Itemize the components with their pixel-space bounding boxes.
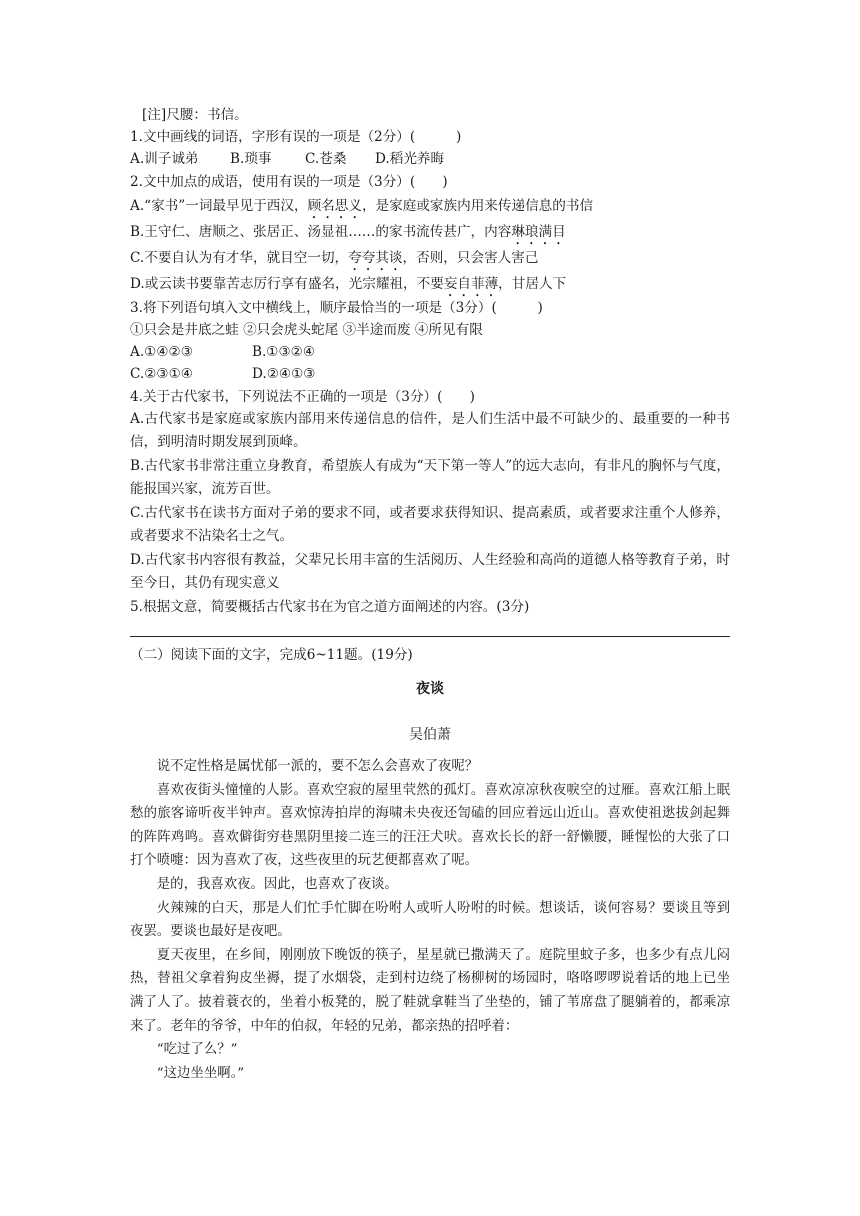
question-2-stem: 2.文中加点的成语，使用有误的一项是（3分）( ) [130, 173, 448, 190]
question-3-items: ①只会是井底之蛙 ②只会虎头蛇尾 ③半途而废 ④所见有限 [130, 321, 483, 338]
question-4-option-b: B.古代家书非常注重立身教育，希望族人有成为“天下第一等人”的远大志向，有非凡的胸怀与气度，能报国兴家，流芳百世。 [130, 457, 730, 498]
question-2-option-b: B.王守仁、唐顺之、张居正、汤显祖……的家书流传甚广，内容琳琅满目 [130, 223, 566, 240]
question-1-stem: 1.文中画线的词语，字形有误的一项是（2分）( ) [130, 129, 462, 146]
article-body [130, 755, 730, 1085]
question-2-option-a: A.“家书”一词最早见于西汉，顾名思义，是家庭或家族内用来传递信息的书信 [130, 197, 594, 214]
question-2-option-c: C.不要自认为有才华，就目空一切，夸夸其谈，否则，只会害人害己 [130, 249, 539, 266]
questions-section [130, 104, 730, 618]
article-title: 夜谈 [416, 681, 444, 697]
question-4-option-a: A.古代家书是家庭或家族内部用来传递信息的信件，是人们生活中最不可缺少的、最重要的一种书信，到明清时期发展到顶峰。 [130, 410, 730, 451]
paragraph: “这边坐坐啊。” [156, 1065, 245, 1081]
option-a: A.①④②③ [130, 344, 193, 361]
paragraph: “吃过了么？” [156, 1042, 238, 1058]
marked-idiom: 妄自菲薄 [443, 275, 499, 292]
note-line: [注]尺腰：书信。 [142, 107, 248, 123]
question-4-stem: 4.关于古代家书，下列说法不正确的一项是（3分）( ) [130, 388, 475, 405]
section-2-header: （二）阅读下面的文字，完成6~11题。(19分) [130, 647, 413, 663]
paragraph: 说不定性格是属忧郁一派的，要不怎么会喜欢了夜呢？ [156, 759, 479, 774]
option-c: C.②③①④ [130, 366, 193, 383]
paragraph: 火辣辣的白天，那是人们忙手忙脚在吩咐人或听人吩咐的时候。想谈话，谈何容易？要谈且等到夜罢。要谈也最好是夜吧。 [130, 900, 730, 940]
paragraph: 是的，我喜欢夜。因此，也喜欢了夜谈。 [156, 876, 398, 892]
marked-idiom: 琳琅满目 [511, 223, 566, 240]
option-d: D.稻光养晦 [375, 151, 445, 168]
paragraph: 夏天夜里，在乡间，刚刚放下晚饭的筷子，星星就已撒满天了。庭院里蚊子多，也多少有点儿闷热，替祖父拿着狗皮坐褥，提了水烟袋，走到村边绕了杨柳树的场园时，咯咯啰啰说着话的地上已坐满了人了。披着蓑衣的，坐着小板凳的，脱了鞋就拿鞋当了坐垫的，铺了苇席盘了腿躺着的，都乘凉来了。老年的爷爷，中年的伯叔，年轻的兄弟，都亲热的招呼着： [130, 947, 730, 1034]
paragraph: 喜欢夜街头憧憧的人影。喜欢空寂的屋里茕然的孤灯。喜欢凉凉秋夜唳空的过雁。喜欢江船上眠愁的旅客谛听夜半钟声。喜欢惊涛拍岸的海啸未央夜还訇磕的回应着远山近山。喜欢使祖逖拔剑起舞的阵阵鸡鸣。喜欢僻街穷巷黑阴里接二连三的汪汪犬吠。喜欢长长的舒一舒懒腰，睡惺忪的大张了口打个喷嚏：因为喜欢了夜，这些夜里的玩艺便都喜欢了呢。 [130, 782, 730, 869]
option-c: C.苍桑 [305, 151, 347, 168]
option-d: D.②④①③ [252, 366, 316, 383]
article-author: 吴伯萧 [409, 727, 451, 743]
question-1-options [130, 148, 730, 170]
marked-idiom: 夸夸其谈 [348, 249, 403, 266]
option-a: A.训子诚弟 [130, 151, 199, 168]
question-3-options-row2 [130, 363, 730, 385]
question-3-options-row1 [130, 341, 730, 363]
marked-idiom: 顾名思义 [307, 197, 362, 214]
question-4-option-c: C.古代家书在读书方面对子弟的要求不同，或者要求获得知识、提高素质，或者要求注重个人修养，或者要求不沾染名士之气。 [130, 504, 730, 545]
section-divider [130, 636, 730, 637]
question-4-option-d: D.古代家书内容很有教益，父辈兄长用丰富的生活阅历、人生经验和高尚的道德人格等教育子弟，时至今日，其仍有现实意义 [130, 551, 730, 592]
question-3-stem: 3.将下列语句填入文中横线上，顺序最恰当的一项是（3分）( ) [130, 299, 543, 316]
option-b: B.琐事 [230, 151, 272, 168]
question-2-option-d: D.或云读书要靠苦志厉行享有盛名，光宗耀祖，不要妄自菲薄，甘居人下 [130, 275, 567, 292]
question-5-stem: 5.根据文意，简要概括古代家书在为官之道方面阐述的内容。(3分) [130, 598, 530, 615]
option-b: B.①③②④ [252, 344, 316, 361]
